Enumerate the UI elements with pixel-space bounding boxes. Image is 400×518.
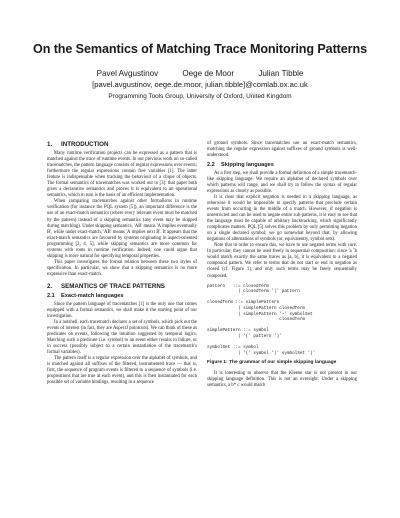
- section-heading: 1. INTRODUCTION: [47, 141, 109, 148]
- paragraph: Note that in order to ensure this, we have to use negated terms with care. In particular, they cannot be used freely in sequential composition: since 'a ˜b would match exactly the same traces as [a, b], it is equivalent to a negated compound pattern. We refer to terms that do not start or end in negation as closed (cf. Figure 1), and only such terms may be freely sequentially composed.: [207, 243, 357, 279]
- subsection-heading: 2.1 Exact-match languages: [47, 292, 124, 299]
- paragraph: Many runtime verification projects can be expressed as a pattern that is matched against the trace of runtime events. In our previous work on so-called tracematches, the pattern language consists of regular expressions over events; furthermore the regular expressions contain free variables [1]. The latter feature is indispensable when tracking the behaviour of a clique of objects. The formal semantics of tracematches was worked out in [3]: that paper both gives a declarative semantics and proves it is equivalent to an operational semantics, which in turn is the basis of an efficient implementation.: [47, 151, 197, 199]
- paragraph: It is clear that explicit negation is needed in a skipping language, as otherwise it would be impossible to specify patterns that preclude certain events from occurring in the middle of a match. However, if negation is unrestricted and can be used to negate entire sub-patterns, it is easy to see that the language must be capable of arbitrary backtracking, which significantly complicates matters. PQL [5] solves this problem by only permitting negation on a single declared symbol; we go somewhat beyond that, by allowing negations of alternations of symbols (or, equivalently, symbol sets).: [207, 194, 357, 243]
- section-heading: 2. SEMANTICS OF TRACE PATTERNS: [47, 282, 165, 290]
- author-name: Pavel Avgustinov: [96, 69, 159, 78]
- paragraph: In a nutshell, each tracematch declares a set of symbols, which pick out the events of interest (in fact, they are AspectJ pointcuts). We can think of these as predicates on events, following the intuition suggested by temporal logics. Matching such a predicate (i.e. symbol) to an event either results in failure, or in success (possibly subject to a certain instantiation of the tracematch's formal variables).: [47, 319, 197, 355]
- paragraph: This paper investigates the formal relation between these two styles of specification. In particular, we show that a skipping semantics is no more expressive than exact-match.: [47, 259, 197, 277]
- paragraph: As a first step, we shall provide a formal definition of a simple tracematch-like skipping language. We require an alphabet of declared symbols over which patterns will range, and we shall try to follow the syntax of regular expressions as closely as possible.: [207, 170, 357, 194]
- paragraph: The pattern itself is a regular expression over the alphabet of symbols, and is matched against all suffixes of the filtered, instrumented trace — that is, first, the sequence of program events is filtered to a sequence of symbols (i.e. propositions that are true at each event), and this is then instantiated for each possible set of variable bindings, resulting in a sequence: [47, 356, 197, 386]
- grammar-listing: pattern ::= closedTerm | closedTerm '|' pattern closedTerm ::= simplePattern | simplePattern closedTerm | simplePattern '~' symbolSet closedTerm simplePattern ::= symbol | '(' pattern ')' symbolSet ::= symbol | '(' symbol '|' symbolSet ')': [207, 283, 316, 356]
- paragraph: When comparing tracematches against other formalisms in runtime verification (for instance the PQL system [5]), an important difference is the use of an exact-match semantics (where every relevant event must be matched by the pattern) instead of a skipping semantics (any event may be skipped during matching). Under skipping semantics, 'AB' means 'A implies eventually B', while under exact-match, 'AB' means 'A implies next B'. It appears that the exact-match semantics are favoured by systems originating in aspect-oriented programming [2, 4, 5], while skipping semantics are more common for systems with roots in runtime verification. Indeed, one could argue that skipping is more natural for specifying temporal properties.: [47, 199, 197, 259]
- paragraph: It is interesting to observe that the Kleene star is not present in our skipping language definition. This is not an oversight: Under a skipping semantics, a b* c would match: [207, 370, 357, 388]
- author-emails: [pavel.avgustinov, oege.de.moor, julian.tibble]@comlab.ox.ac.uk: [92, 80, 308, 89]
- author-list: [0, 69, 400, 78]
- left-column: [47, 141, 197, 386]
- author-name: Julian Tibble: [258, 69, 304, 78]
- paragraph: of ground symbols. Since tracematches use an exact-match semantics, matching the regular expression against suffixes of ground symbols is well-understood.: [207, 141, 357, 159]
- figure-caption: Figure 1: The grammar of our simple skipping language: [207, 360, 337, 366]
- paragraph: Since the pattern language of tracematches [1] is the only one that comes equipped with a formal semantics, we shall make it the starting point of our investigation.: [47, 301, 197, 319]
- affiliation: Programming Tools Group, University of Oxford, United Kingdom: [108, 93, 292, 100]
- right-column: [207, 141, 357, 389]
- paper-title: On the Semantics of Matching Trace Monitoring Patterns: [33, 42, 367, 56]
- author-name: Oege de Moor: [182, 69, 235, 78]
- subsection-heading: 2.2 Skipping languages: [207, 162, 274, 169]
